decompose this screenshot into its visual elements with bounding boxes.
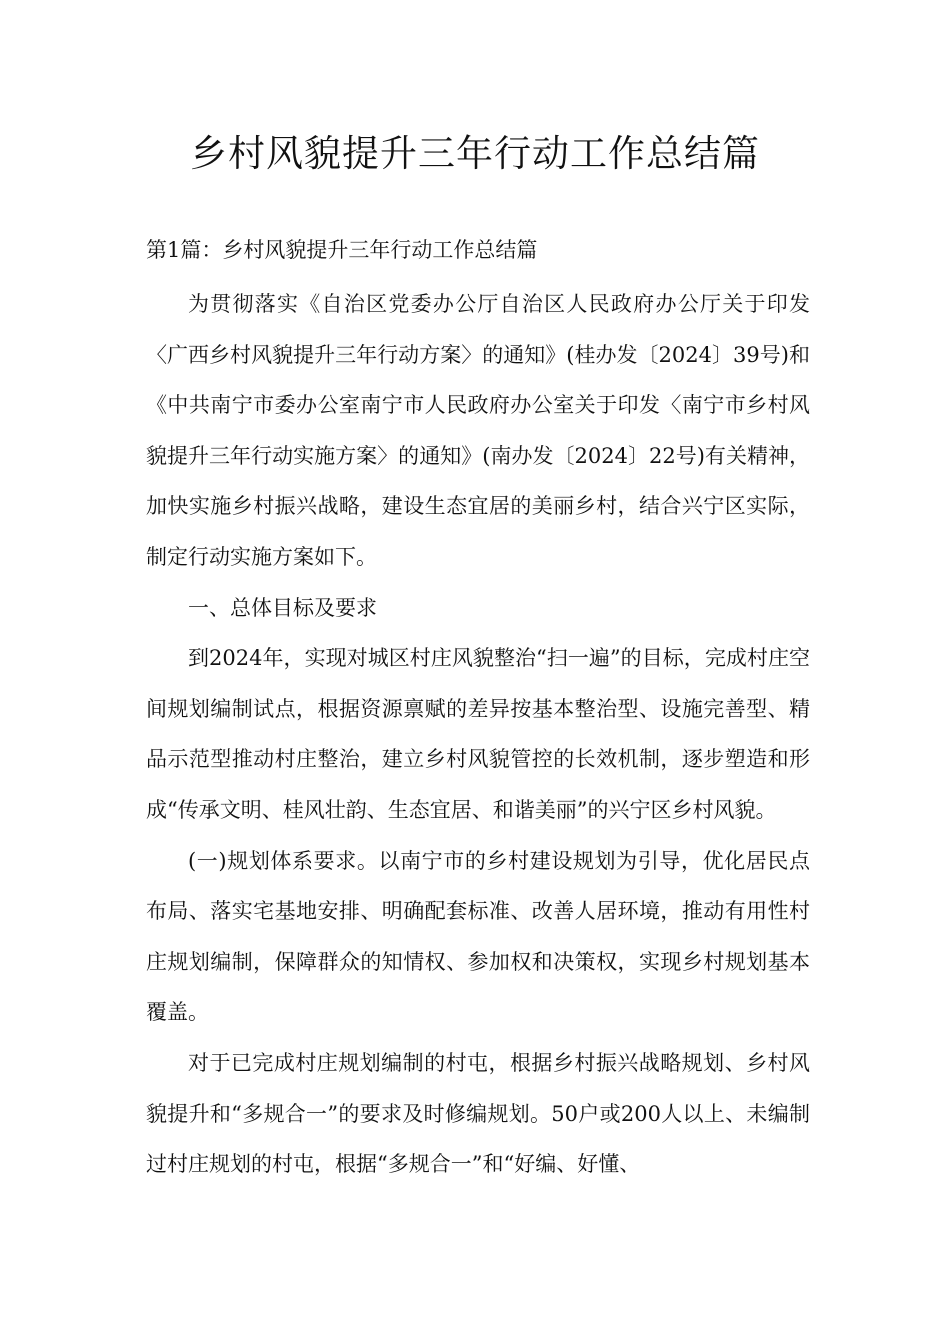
paragraph-plan-revision: 对于已完成村庄规划编制的村屯，根据乡村振兴战略规划、乡村风貌提升和“多规合一”的要求及时修编规划。50户或200人以上、未编制过村庄规划的村屯，根据“多规合一”和“好编、好懂、 xyxy=(146,1050,810,1177)
document-title: 乡村风貌提升三年行动工作总结篇 xyxy=(190,132,760,175)
paragraph-intro: 为贯彻落实《自治区党委办公厅自治区人民政府办公厅关于印发〈广西乡村风貌提升三年行动方案〉的通知》(桂办发〔2024〕39号)和《中共南宁市委办公室南宁市人民政府办公室关于印发〈南宁市乡村风貌提升三年行动实施方案〉的通知》(南办发〔2024〕22号)有关精神，加快实施乡村振兴战略，建设生态宜居的美丽乡村，结合兴宁区实际，制定行动实施方案如下。 xyxy=(146,292,810,569)
document-body xyxy=(146,279,810,1190)
section-heading: 第1篇：乡村风貌提升三年行动工作总结篇 xyxy=(146,238,538,262)
paragraph-goals: 到2024年，实现对城区村庄风貌整治“扫一遍”的目标，完成村庄空间规划编制试点，根据资源禀赋的差异按基本整治型、设施完善型、精品示范型推动村庄整治，建立乡村风貌管控的长效机制，逐步塑造和形成“传承文明、桂风壮韵、生态宜居、和谐美丽”的兴宁区乡村风貌。 xyxy=(146,646,810,822)
paragraph-planning-requirements: (一)规划体系要求。以南宁市的乡村建设规划为引导，优化居民点布局、落实宅基地安排、明确配套标准、改善人居环境，推动有用性村庄规划编制，保障群众的知情权、参加权和决策权，实现乡村规划基本覆盖。 xyxy=(146,848,810,1025)
paragraph-heading-goals: 一、总体目标及要求 xyxy=(188,595,377,620)
